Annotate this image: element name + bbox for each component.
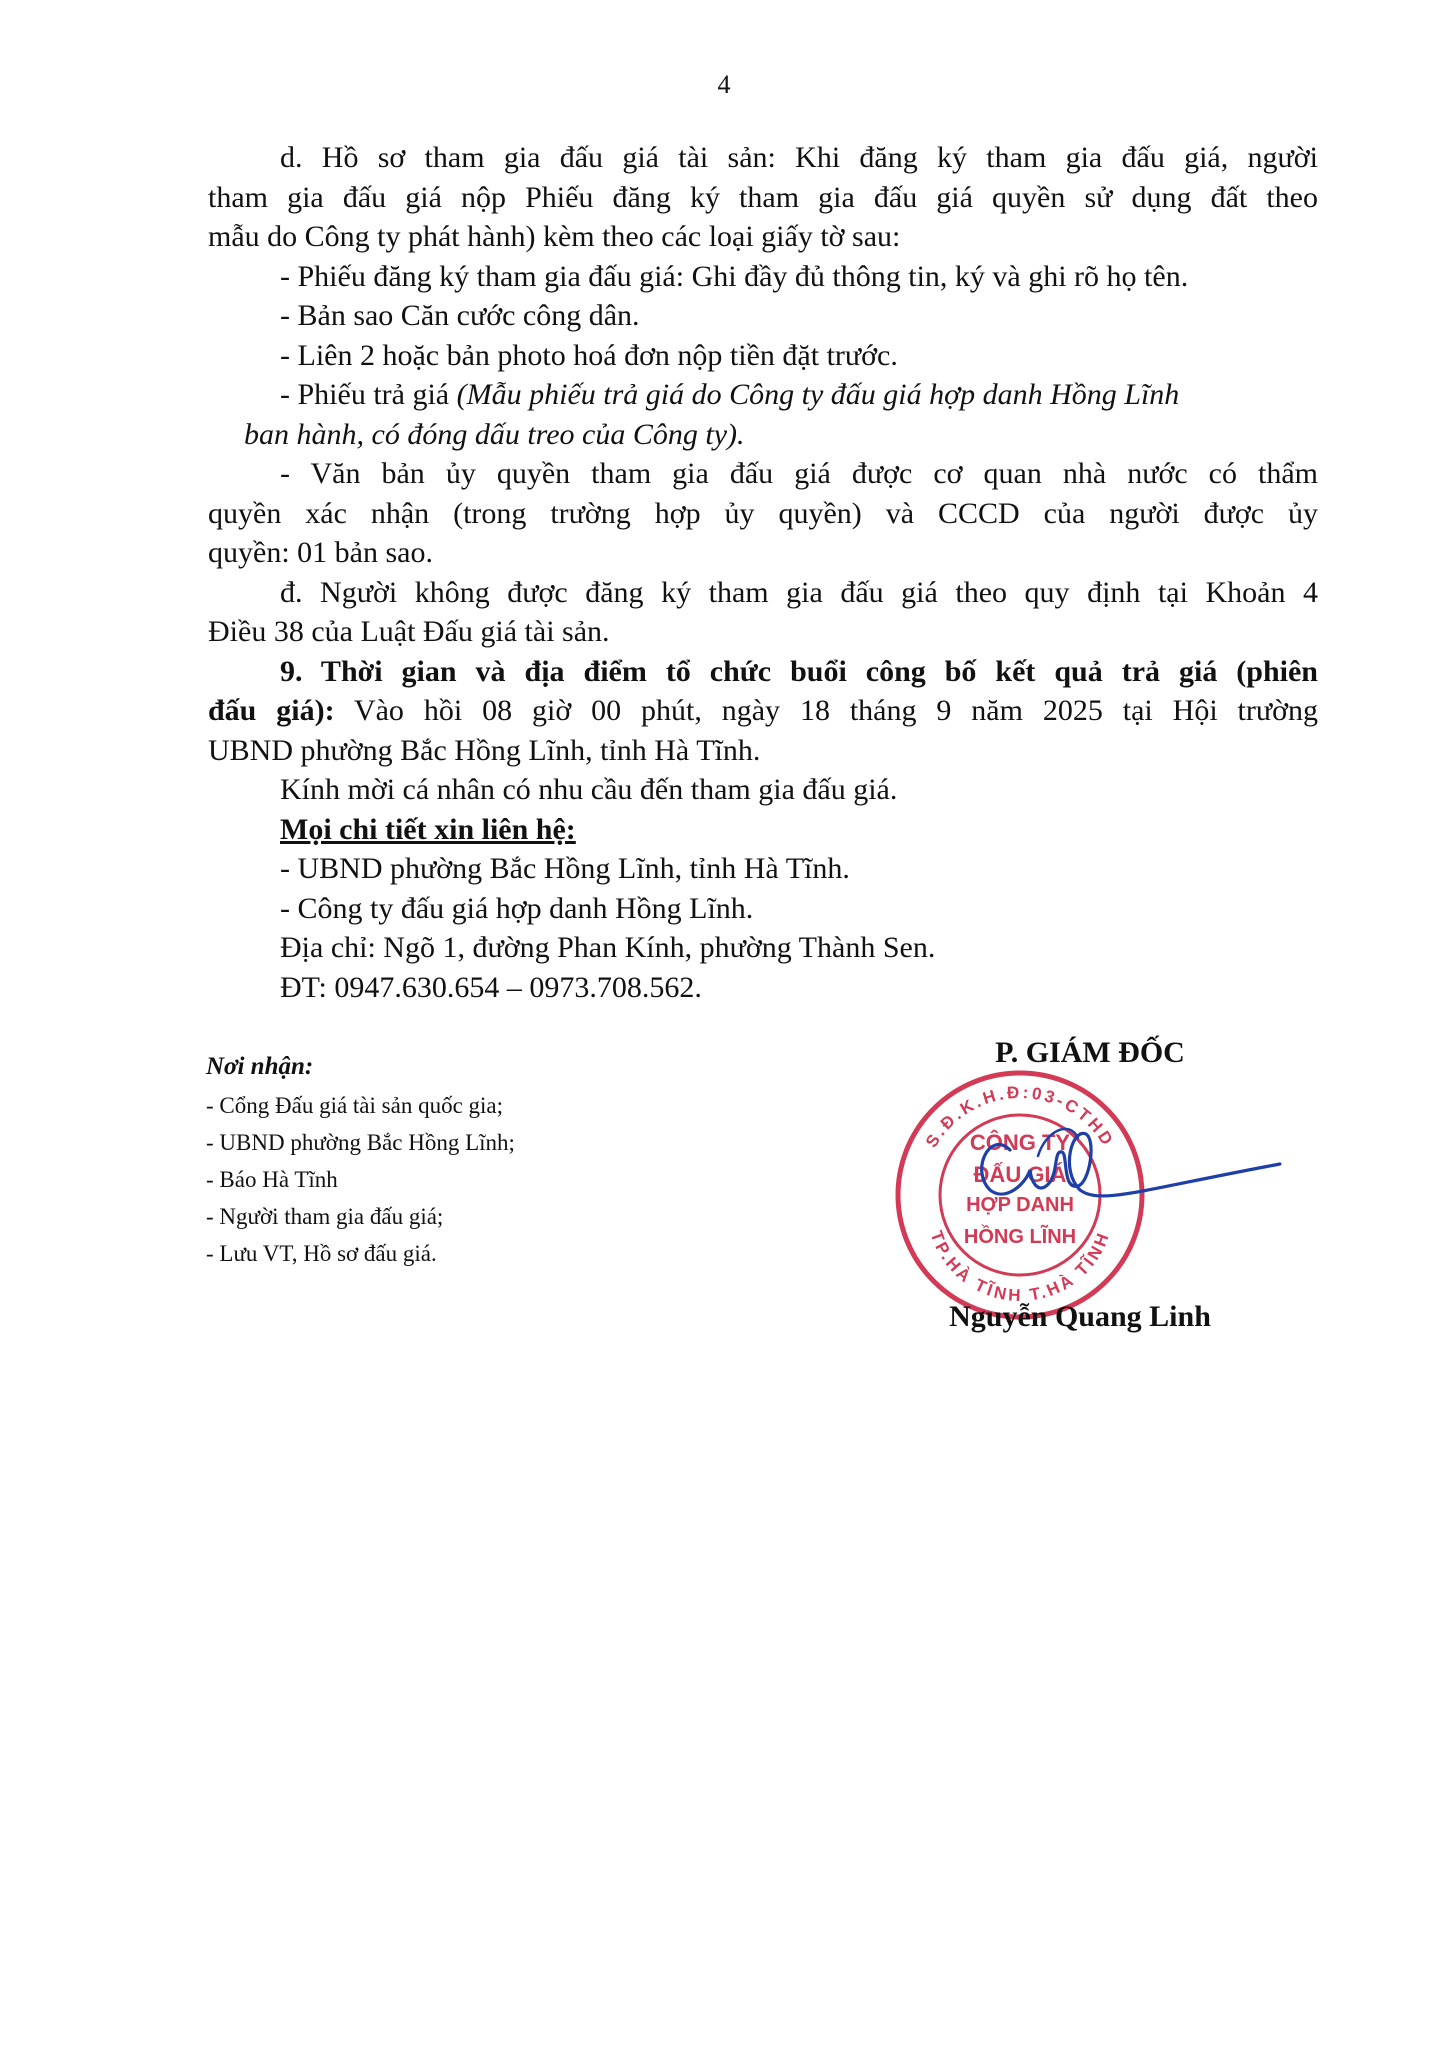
contact-heading-line	[208, 810, 1318, 850]
stamp-line2: ĐẤU GIÁ	[973, 1162, 1067, 1187]
section-dd-line1: đ. Người không được đăng ký tham gia đấu giá theo quy định tại Khoản 4	[280, 575, 1318, 609]
signer-title: P. GIÁM ĐỐC	[995, 1036, 1185, 1069]
receivers-title: Nơi nhận:	[206, 1053, 314, 1080]
contact-line: - Công ty đấu giá hợp danh Hồng Lĩnh.	[280, 891, 754, 925]
section-9-heading: 9. Thời gian và địa điểm tổ chức buổi công bố kết quả trả giá (phiên	[280, 654, 1318, 688]
document-body	[208, 138, 1318, 1007]
receiver-item: - Lưu VT, Hồ sơ đấu giá.	[206, 1241, 437, 1266]
section-d-line3: mẫu do Công ty phát hành) kèm theo các loại giấy tờ sau:	[208, 220, 901, 253]
van-ban-line1: - Văn bản ủy quyền tham gia đấu giá được cơ quan nhà nước có thẩm	[280, 457, 1318, 490]
stamp-line3: HỢP DANH	[966, 1194, 1074, 1216]
van-ban-line2: quyền xác nhận (trong trường hợp ủy quyền) và CCCD của người được ủy	[208, 496, 1318, 530]
section-9-line3: UBND phường Bắc Hồng Lĩnh, tỉnh Hà Tĩnh.	[208, 733, 761, 767]
receiver-item: - UBND phường Bắc Hồng Lĩnh;	[206, 1130, 515, 1155]
handwritten-signature-icon	[950, 1090, 1290, 1240]
contact-line: - UBND phường Bắc Hồng Lĩnh, tỉnh Hà Tĩnh.	[280, 852, 850, 885]
section-9-line2	[208, 691, 1318, 731]
contact-address: Địa chỉ: Ngõ 1, đường Phan Kính, phường Thành Sen.	[280, 931, 936, 964]
receivers-block	[206, 1048, 766, 1272]
signer-name: Nguyễn Quang Linh	[949, 1300, 1211, 1333]
section-9-heading-cont: đấu giá):	[208, 694, 335, 727]
section-d-line2: tham gia đấu giá nộp Phiếu đăng ký tham gia đấu giá quyền sử dụng đất theo	[208, 180, 1318, 214]
receiver-item: - Báo Hà Tĩnh	[206, 1167, 338, 1192]
phieu-tra-gia-prefix: - Phiếu trả giá	[280, 378, 457, 411]
contact-phone: ĐT: 0947.630.654 – 0973.708.562.	[280, 970, 702, 1004]
contact-heading: Mọi chi tiết xin liên hệ:	[280, 812, 576, 846]
section-9-time: Vào hồi 08 giờ 00 phút, ngày 18 tháng 9 năm 2025 tại Hội trường	[334, 694, 1319, 727]
required-doc-item: - Liên 2 hoặc bản photo hoá đơn nộp tiền đặt trước.	[280, 338, 898, 372]
phieu-tra-gia-line	[208, 375, 1318, 415]
stamp-ring-top: S.Đ.K.H.Đ:03-CTHD	[921, 1082, 1119, 1151]
required-doc-item: - Phiếu đăng ký tham gia đấu giá: Ghi đầy đủ thông tin, ký và ghi rõ họ tên.	[280, 259, 1189, 293]
phieu-tra-gia-note: (Mẫu phiếu trả giá do Công ty đấu giá hợp danh Hồng Lĩnh	[456, 378, 1180, 411]
page-number: 4	[717, 70, 731, 99]
required-doc-item: - Bản sao Căn cước công dân.	[280, 299, 640, 332]
section-d-line1: d. Hồ sơ tham gia đấu giá tài sản: Khi đăng ký tham gia đấu giá, người	[280, 141, 1318, 174]
stamp-line4: HỒNG LĨNH	[963, 1226, 1077, 1248]
section-dd-line2: Điều 38 của Luật Đấu giá tài sản.	[208, 615, 610, 648]
stamp-ring-bottom: TP.HÀ TĨNH T.HÀ TĨNH	[926, 1228, 1114, 1306]
phieu-tra-gia-note-cont: ban hành, có đóng dấu treo của Công ty).	[244, 417, 745, 451]
van-ban-line3: quyền: 01 bản sao.	[208, 536, 433, 569]
stamp-line1: CÔNG TY	[969, 1130, 1071, 1155]
receiver-item: - Cổng Đấu giá tài sản quốc gia;	[206, 1093, 504, 1118]
invitation-text: Kính mời cá nhân có nhu cầu đến tham gia đấu giá.	[280, 773, 898, 806]
receiver-item: - Người tham gia đấu giá;	[206, 1204, 444, 1229]
